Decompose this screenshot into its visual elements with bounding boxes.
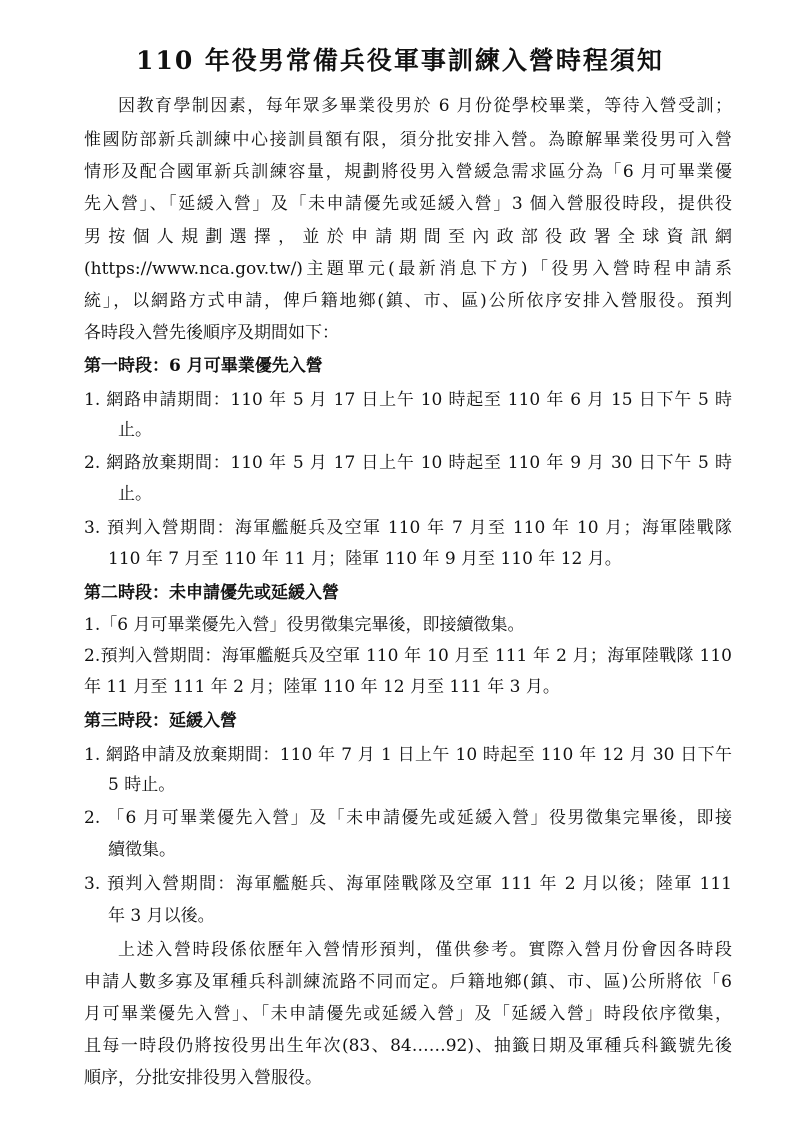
intro-line-2: 惟國防部新兵訓練中心接訓員額有限，須分批安排入營。為瞭解畢業役男可入營: [84, 130, 732, 150]
document-title: 110 年役男常備兵役軍事訓練入營時程須知: [136, 46, 664, 75]
section-3-item-3: 3. 預判入營期間：海軍艦艇兵、海軍陸戰隊及空軍 111 年 2 月以後；陸軍 111: [84, 874, 732, 894]
section-3-item-1-cont: 5 時止。: [108, 775, 176, 795]
section-2-item-2-cont: 年 11 月至 111 年 2 月；陸軍 110 年 12 月至 111 年 3 月。: [84, 677, 560, 697]
intro-line-5: 男按個人規劃選擇，並於申請期間至內政部役政署全球資訊網: [84, 227, 732, 247]
section-1-item-1: 1. 網路申請期間：110 年 5 月 17 日上午 10 時起至 110 年 6 月 15 日下午 5 時: [84, 390, 732, 410]
section-3-item-1: 1. 網路申請及放棄期間：110 年 7 月 1 日上午 10 時起至 110 年 12 月 30 日下午: [84, 745, 732, 765]
intro-line-1: 因教育學制因素，每年眾多畢業役男於 6 月份從學校畢業，等待入營受訓；: [118, 96, 732, 116]
section-1-heading: 第一時段：6 月可畢業優先入營: [84, 356, 323, 376]
section-2-item-1: 1.「6 月可畢業優先入營」役男徵集完畢後，即接續徵集。: [84, 615, 525, 635]
intro-line-7: 統」，以網路方式申請，俾戶籍地鄉(鎮、市、區)公所依序安排入營服役。預判: [84, 291, 732, 311]
intro-line-3: 情形及配合國軍新兵訓練容量，規劃將役男入營緩急需求區分為「6 月可畢業優: [84, 162, 732, 182]
section-1-item-2: 2. 網路放棄期間：110 年 5 月 17 日上午 10 時起至 110 年 9 月 30 日下午 5 時: [84, 453, 732, 473]
closing-line-2: 申請人數多寡及軍種兵科訓練流路不同而定。戶籍地鄉(鎮、市、區)公所將依「6: [84, 972, 732, 992]
section-1-item-3: 3. 預判入營期間：海軍艦艇兵及空軍 110 年 7 月至 110 年 10 月；海軍陸戰隊: [84, 518, 732, 538]
intro-line-4: 先入營」、「延緩入營」及「未申請優先或延緩入營」3 個入營服役時段，提供役: [84, 194, 732, 214]
section-3-item-2-cont: 續徵集。: [108, 840, 176, 860]
closing-line-5: 順序，分批安排役男入營服役。: [84, 1068, 322, 1088]
closing-line-3: 月可畢業優先入營」、「未申請優先或延緩入營」及「延緩入營」時段依序徵集，: [84, 1004, 732, 1024]
intro-line-8: 各時段入營先後順序及期間如下：: [84, 323, 339, 343]
section-2-heading: 第二時段：未申請優先或延緩入營: [84, 583, 339, 603]
section-1-item-2-cont: 止。: [118, 484, 152, 504]
closing-line-1: 上述入營時段係依歷年入營情形預判，僅供參考。實際入營月份會因各時段: [118, 940, 732, 960]
closing-line-4: 且每一時段仍將按役男出生年次(83、84……92)、抽籤日期及軍種兵科籤號先後: [84, 1036, 732, 1056]
section-3-item-3-cont: 年 3 月以後。: [108, 906, 215, 926]
section-3-heading: 第三時段：延緩入營: [84, 711, 237, 731]
section-2-item-2: 2.預判入營期間：海軍艦艇兵及空軍 110 年 10 月至 111 年 2 月；海軍陸戰隊 110: [84, 646, 732, 666]
section-3-item-2: 2. 「6 月可畢業優先入營」及「未申請優先或延緩入營」役男徵集完畢後，即接: [84, 808, 732, 828]
section-1-item-1-cont: 止。: [118, 420, 152, 440]
section-1-item-3-cont: 110 年 7 月至 110 年 11 月；陸軍 110 年 9 月至 110 年 12 月。: [108, 549, 622, 569]
intro-line-6: (https://www.nca.gov.tw/)主題單元(最新消息下方)「役男入營時程申請系: [84, 259, 732, 279]
